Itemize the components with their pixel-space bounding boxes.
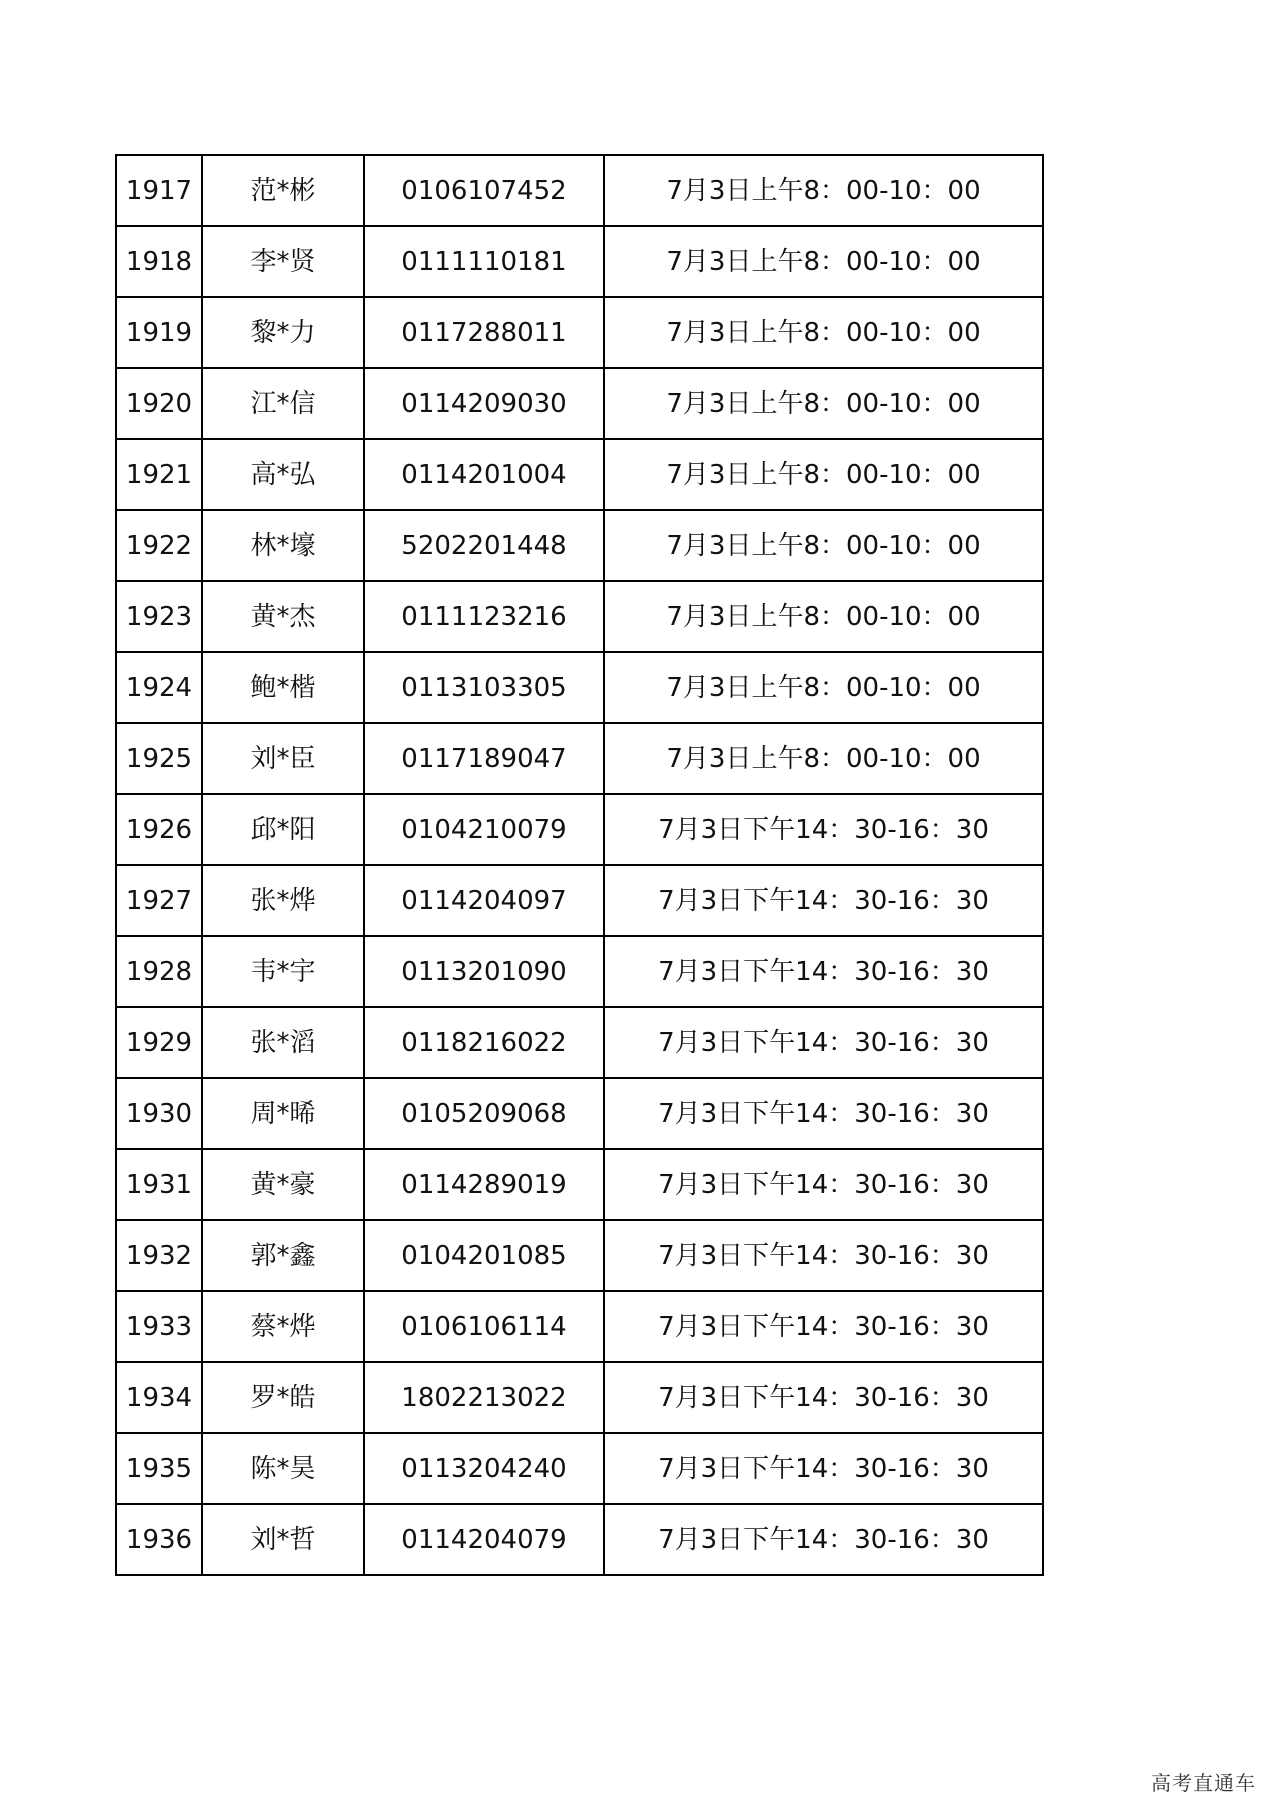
cell-exam-time: 7月3日下午14：30-16：30: [604, 936, 1043, 1007]
cell-exam-id: 0117189047: [364, 723, 604, 794]
cell-row-number: 1926: [116, 794, 202, 865]
cell-candidate-name: 刘*臣: [202, 723, 364, 794]
cell-row-number: 1936: [116, 1504, 202, 1575]
cell-exam-time: 7月3日上午8：00-10：00: [604, 155, 1043, 226]
table-row: [116, 1291, 1043, 1362]
cell-row-number: 1929: [116, 1007, 202, 1078]
cell-candidate-name: 罗*皓: [202, 1362, 364, 1433]
cell-exam-time: 7月3日上午8：00-10：00: [604, 439, 1043, 510]
cell-row-number: 1931: [116, 1149, 202, 1220]
cell-exam-time: 7月3日下午14：30-16：30: [604, 1078, 1043, 1149]
cell-exam-time: 7月3日上午8：00-10：00: [604, 510, 1043, 581]
cell-candidate-name: 陈*昊: [202, 1433, 364, 1504]
cell-candidate-name: 蔡*烨: [202, 1291, 364, 1362]
cell-row-number: 1930: [116, 1078, 202, 1149]
cell-candidate-name: 韦*宇: [202, 936, 364, 1007]
table-row: [116, 368, 1043, 439]
table-row: [116, 155, 1043, 226]
cell-exam-id: 1802213022: [364, 1362, 604, 1433]
cell-exam-time: 7月3日上午8：00-10：00: [604, 581, 1043, 652]
cell-candidate-name: 张*滔: [202, 1007, 364, 1078]
watermark-text: 高考直通车: [1151, 1771, 1256, 1795]
cell-candidate-name: 江*信: [202, 368, 364, 439]
cell-row-number: 1917: [116, 155, 202, 226]
table-row: [116, 723, 1043, 794]
cell-exam-id: 0117288011: [364, 297, 604, 368]
cell-exam-id: 0114201004: [364, 439, 604, 510]
cell-row-number: 1923: [116, 581, 202, 652]
table-row: [116, 1149, 1043, 1220]
cell-row-number: 1921: [116, 439, 202, 510]
table-row: [116, 1433, 1043, 1504]
roster-table-body: [116, 155, 1043, 1575]
cell-candidate-name: 李*贤: [202, 226, 364, 297]
cell-candidate-name: 黄*豪: [202, 1149, 364, 1220]
cell-exam-time: 7月3日上午8：00-10：00: [604, 226, 1043, 297]
cell-exam-time: 7月3日上午8：00-10：00: [604, 652, 1043, 723]
cell-candidate-name: 范*彬: [202, 155, 364, 226]
cell-row-number: 1924: [116, 652, 202, 723]
cell-exam-id: 0113201090: [364, 936, 604, 1007]
cell-row-number: 1935: [116, 1433, 202, 1504]
cell-exam-time: 7月3日下午14：30-16：30: [604, 1362, 1043, 1433]
cell-row-number: 1934: [116, 1362, 202, 1433]
cell-exam-time: 7月3日下午14：30-16：30: [604, 1291, 1043, 1362]
table-row: [116, 1504, 1043, 1575]
cell-exam-time: 7月3日下午14：30-16：30: [604, 1149, 1043, 1220]
cell-exam-id: 5202201448: [364, 510, 604, 581]
cell-candidate-name: 高*弘: [202, 439, 364, 510]
cell-candidate-name: 黄*杰: [202, 581, 364, 652]
exam-roster-table: [115, 154, 1044, 1576]
table-row: [116, 652, 1043, 723]
cell-row-number: 1925: [116, 723, 202, 794]
cell-row-number: 1922: [116, 510, 202, 581]
cell-exam-time: 7月3日下午14：30-16：30: [604, 1220, 1043, 1291]
cell-candidate-name: 周*晞: [202, 1078, 364, 1149]
cell-exam-id: 0106106114: [364, 1291, 604, 1362]
cell-exam-id: 0113103305: [364, 652, 604, 723]
cell-exam-time: 7月3日上午8：00-10：00: [604, 368, 1043, 439]
cell-exam-id: 0111123216: [364, 581, 604, 652]
table-row: [116, 510, 1043, 581]
cell-exam-time: 7月3日下午14：30-16：30: [604, 794, 1043, 865]
table-row: [116, 794, 1043, 865]
cell-row-number: 1927: [116, 865, 202, 936]
cell-exam-id: 0114209030: [364, 368, 604, 439]
cell-row-number: 1932: [116, 1220, 202, 1291]
cell-row-number: 1920: [116, 368, 202, 439]
cell-exam-id: 0111110181: [364, 226, 604, 297]
cell-candidate-name: 邱*阳: [202, 794, 364, 865]
cell-exam-id: 0104201085: [364, 1220, 604, 1291]
cell-candidate-name: 刘*哲: [202, 1504, 364, 1575]
table-row: [116, 865, 1043, 936]
table-row: [116, 936, 1043, 1007]
cell-exam-time: 7月3日下午14：30-16：30: [604, 1007, 1043, 1078]
table-row: [116, 1220, 1043, 1291]
cell-candidate-name: 鲍*楷: [202, 652, 364, 723]
table-row: [116, 226, 1043, 297]
cell-exam-id: 0114289019: [364, 1149, 604, 1220]
cell-row-number: 1928: [116, 936, 202, 1007]
table-row: [116, 297, 1043, 368]
cell-exam-id: 0114204097: [364, 865, 604, 936]
cell-candidate-name: 张*烨: [202, 865, 364, 936]
table-row: [116, 1007, 1043, 1078]
cell-exam-id: 0114204079: [364, 1504, 604, 1575]
cell-exam-id: 0113204240: [364, 1433, 604, 1504]
cell-exam-time: 7月3日下午14：30-16：30: [604, 865, 1043, 936]
cell-exam-id: 0104210079: [364, 794, 604, 865]
cell-candidate-name: 黎*力: [202, 297, 364, 368]
cell-exam-id: 0105209068: [364, 1078, 604, 1149]
cell-candidate-name: 林*壕: [202, 510, 364, 581]
cell-exam-time: 7月3日下午14：30-16：30: [604, 1433, 1043, 1504]
cell-row-number: 1933: [116, 1291, 202, 1362]
cell-row-number: 1918: [116, 226, 202, 297]
table-row: [116, 1362, 1043, 1433]
cell-exam-id: 0118216022: [364, 1007, 604, 1078]
table-row: [116, 1078, 1043, 1149]
cell-exam-time: 7月3日上午8：00-10：00: [604, 723, 1043, 794]
table-row: [116, 439, 1043, 510]
cell-exam-id: 0106107452: [364, 155, 604, 226]
cell-exam-time: 7月3日下午14：30-16：30: [604, 1504, 1043, 1575]
cell-candidate-name: 郭*鑫: [202, 1220, 364, 1291]
cell-exam-time: 7月3日上午8：00-10：00: [604, 297, 1043, 368]
cell-row-number: 1919: [116, 297, 202, 368]
table-row: [116, 581, 1043, 652]
